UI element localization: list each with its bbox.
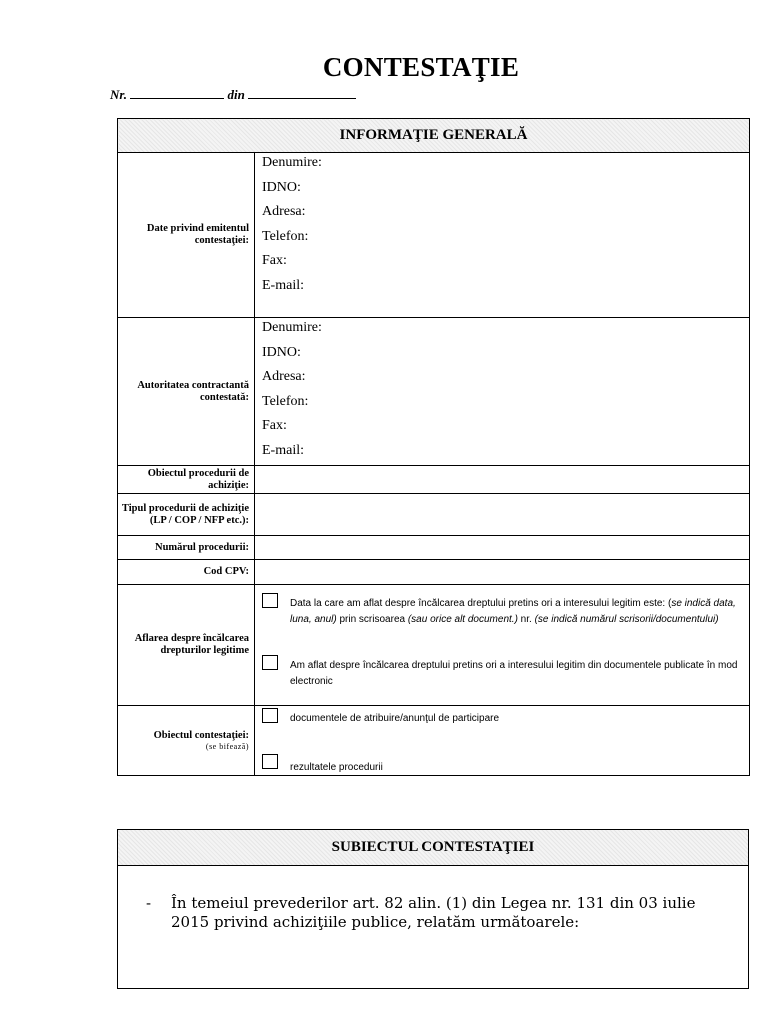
subiect-text: În temeiul prevederilor art. 82 alin. (1) din Legea nr. 131 din 03 iulie 2015 privind achiziţiile publice, relatăm următoarele: [171,894,696,931]
numarul-procedurii-value[interactable] [255,536,750,560]
aflarea-option-date-text: Data la care am aflat despre încălcarea dreptului pretins ori a interesului legitim este: (se indică data, luna, anul) prin scrisoarea (sau orice alt document.) nr. (se indică numărul scrisorii/documentului) [290,598,736,625]
autoritate-adresa[interactable]: Adresa: [262,369,306,384]
obiect-contestatiei-title: Obiectul contestaţiei: [153,730,249,741]
obiect-procedurii-value[interactable] [255,466,750,494]
aflarea-option-date[interactable] [262,593,749,655]
emitent-idno[interactable]: IDNO: [262,179,301,195]
tipul-procedurii-label: Tipul procedurii de achiziţie (LP / COP / NFP etc.): [118,494,255,536]
autoritate-fields[interactable] [255,318,750,466]
emitent-fields[interactable] [255,153,750,318]
obiect-option-documente[interactable] [262,708,749,754]
number-date-line [110,86,356,103]
obiect-option-documente-text: documentele de atribuire/anunţul de participare [290,713,500,724]
nr-label: Nr. [110,87,127,102]
cod-cpv-value[interactable] [255,560,750,585]
date-blank[interactable] [248,86,356,99]
aflarea-option-electronic[interactable] [262,655,749,695]
cod-cpv-label: Cod CPV: [118,560,255,585]
obiect-option-rezultate[interactable] [262,754,749,774]
aflarea-options [255,585,750,706]
din-label: din [227,87,245,102]
checkbox-rezultate[interactable] [262,754,278,769]
general-info-header: INFORMAŢIE GENERALĂ [118,119,750,153]
emitent-telefon[interactable]: Telefon: [262,228,309,244]
emitent-label: Date privind emitentul contestaţiei: [118,153,255,318]
document-title: CONTESTAŢIE [322,52,520,82]
autoritate-fax[interactable]: Fax: [262,418,287,433]
emitent-email[interactable]: E-mail: [262,277,304,293]
obiect-contestatiei-options [255,706,750,776]
numarul-procedurii-label: Numărul procedurii: [118,536,255,560]
obiect-contestatiei-label [118,706,255,776]
emitent-denumire[interactable]: Denumire: [262,155,322,170]
emitent-adresa[interactable]: Adresa: [262,204,306,219]
aflarea-option-electronic-text: Am aflat despre încălcarea dreptului pretins ori a interesului legitim din documentele publicate în mod electronic [290,660,738,687]
autoritate-email[interactable]: E-mail: [262,442,304,458]
autoritate-idno[interactable]: IDNO: [262,344,301,360]
checkbox-electronic[interactable] [262,655,278,670]
emitent-fax[interactable]: Fax: [262,253,287,268]
autoritate-denumire[interactable]: Denumire: [262,320,322,335]
subiect-section [117,829,749,989]
obiect-contestatiei-sub: (se bifează) [205,742,249,751]
checkbox-date[interactable] [262,593,278,608]
obiect-procedurii-label: Obiectul procedurii de achiziţie: [118,466,255,494]
obiect-option-rezultate-text: rezultatele procedurii [290,762,383,773]
nr-blank[interactable] [130,86,224,99]
general-info-table [117,118,750,776]
subiect-header: SUBIECTUL CONTESTAŢIEI [118,830,748,866]
tipul-procedurii-value[interactable] [255,494,750,536]
autoritate-telefon[interactable]: Telefon: [262,393,309,409]
bullet-dash: - [146,894,152,912]
aflarea-label: Aflarea despre încălcarea drepturilor legitime [118,585,255,706]
autoritate-label: Autoritatea contractantă contestată: [118,318,255,466]
checkbox-documente[interactable] [262,708,278,723]
